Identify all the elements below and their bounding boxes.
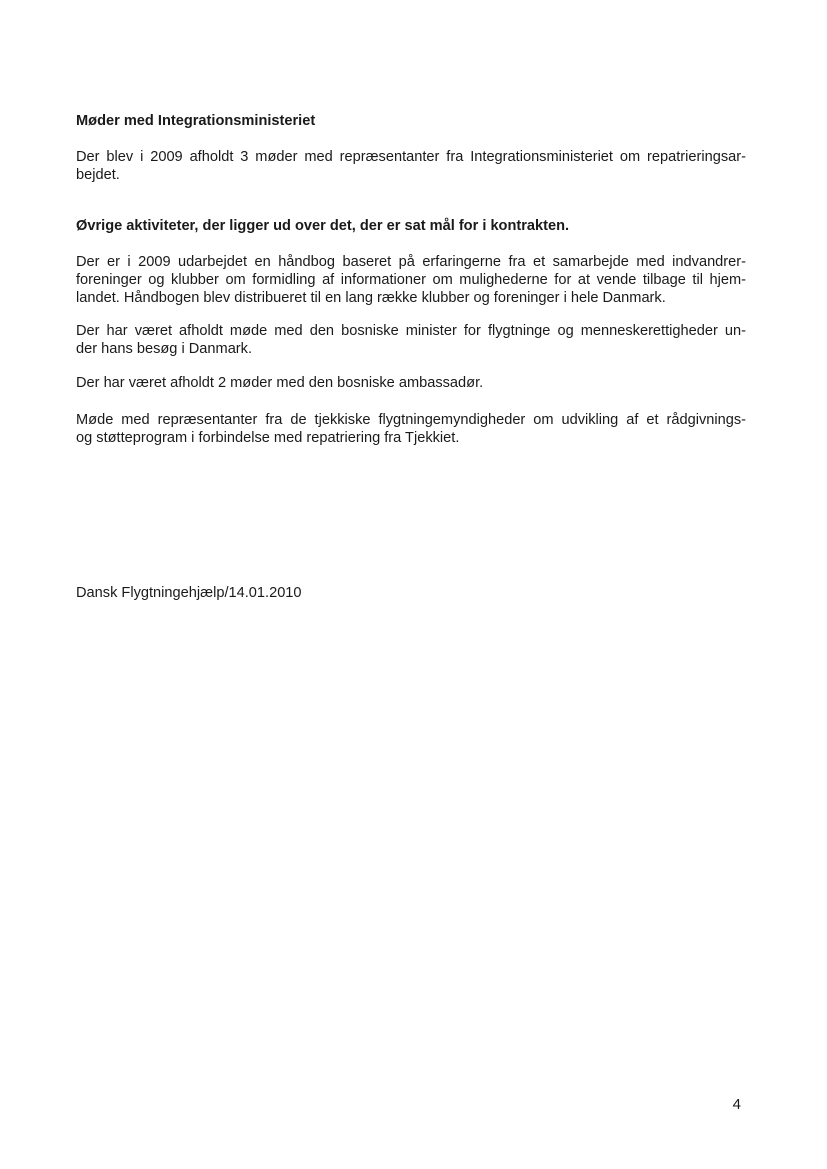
paragraph-line: Møde med repræsentanter fra de tjekkiske flygtningemyndigheder om udvikling af et rådgivnings- — [76, 412, 746, 428]
paragraph-line: Der er i 2009 udarbejdet en håndbog baseret på erfaringerne fra et samarbejde med indvandrer- — [76, 254, 746, 270]
paragraph-handbook — [76, 253, 746, 307]
page-number: 4 — [732, 1096, 741, 1113]
paragraph-bosnian-ambassador — [76, 374, 746, 392]
paragraph-integration-meetings — [76, 148, 746, 184]
paragraph-line: bejdet. — [76, 167, 120, 183]
paragraph-line: landet. Håndbogen blev distribueret til en lang række klubber og foreninger i hele Danmark. — [76, 290, 666, 306]
paragraph-line: Der blev i 2009 afholdt 3 møder med repræsentanter fra Integrationsministeriet om repatrieringsar- — [76, 149, 746, 165]
paragraph-line: Der har været afholdt møde med den bosniske minister for flygtninge og menneskerettigheder un- — [76, 323, 746, 339]
paragraph-line: og støtteprogram i forbindelse med repatriering fra Tjekkiet. — [76, 430, 460, 446]
heading-text: Møder med Integrationsministeriet — [76, 113, 316, 129]
section-heading-integration-meetings — [76, 112, 746, 130]
paragraph-czech-authorities — [76, 411, 746, 447]
heading-text: Øvrige aktiviteter, der ligger ud over det, der er sat mål for i kontrakten. — [76, 218, 570, 234]
paragraph-line: der hans besøg i Danmark. — [76, 341, 253, 357]
signature-text: Dansk Flygtningehjælp/14.01.2010 — [76, 585, 302, 601]
paragraph-bosnian-minister — [76, 322, 746, 358]
signature-line — [76, 584, 746, 602]
section-heading-other-activities — [76, 217, 746, 235]
paragraph-line: Der har været afholdt 2 møder med den bosniske ambassadør. — [76, 375, 484, 391]
paragraph-line: foreninger og klubber om formidling af informationer om mulighederne for at vende tilbage til hjem- — [76, 272, 746, 288]
